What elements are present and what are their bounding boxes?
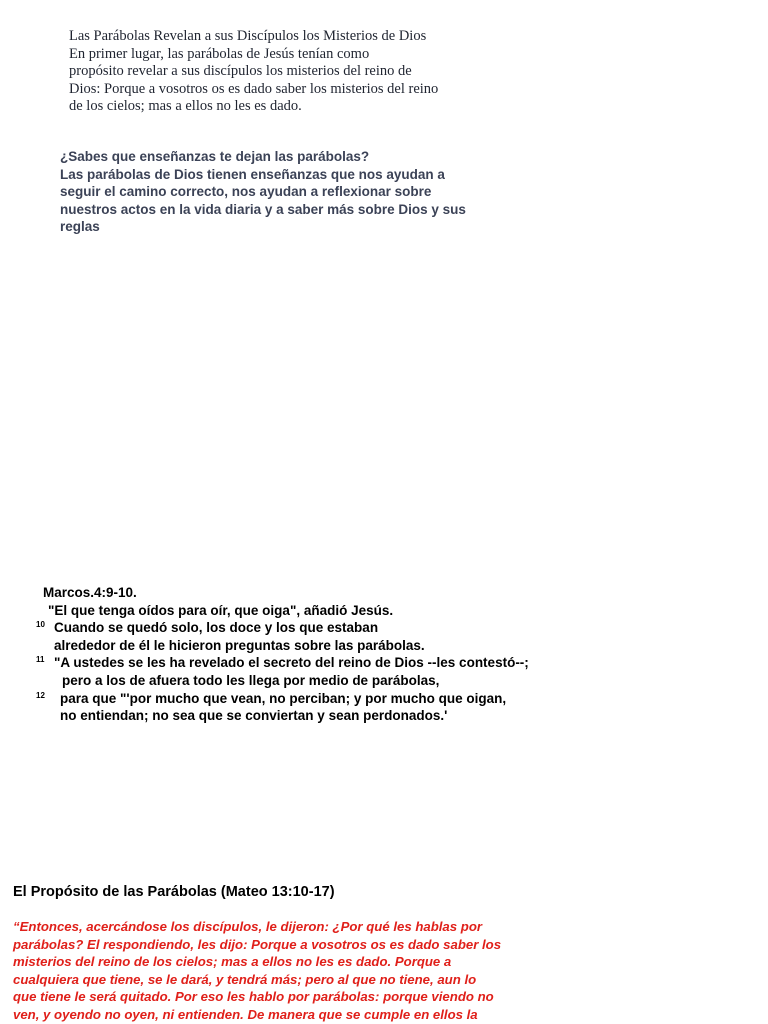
quote-line: parábolas? El respondiendo, les dijo: Porque a vosotros os es dado saber los xyxy=(13,936,502,952)
question-line: Las parábolas de Dios tienen enseñanzas que nos ayudan a xyxy=(60,166,445,182)
quote-line: cualquiera que tiene, se le dará, y tendrá más; pero al que no tiene, aun lo xyxy=(13,971,477,987)
quote-line: misterios del reino de los cielos; mas a ellos no les es dado. Porque a xyxy=(13,954,452,970)
question-line: seguir el camino correcto, nos ayudan a reflexionar sobre xyxy=(60,184,432,200)
quote-line: que tiene le será quitado. Por eso les hablo por parábolas: porque viendo no xyxy=(13,989,494,1005)
purpose-quote xyxy=(13,918,501,1024)
intro-line: de los cielos; mas a ellos no les es dado. xyxy=(69,98,302,115)
verse-number: 10 xyxy=(36,620,45,630)
verse-10 xyxy=(36,619,529,637)
verse-11 xyxy=(36,654,529,672)
question-title: ¿Sabes que enseñanzas te dejan las parábolas? xyxy=(60,149,370,164)
quote-line: ven, y oyendo no oyen, ni entienden. De manera que se cumple en ellos la xyxy=(13,1006,478,1022)
verse-10-line: alrededor de él le hicieron preguntas sobre las parábolas. xyxy=(54,637,425,653)
intro-title: Las Parábolas Revelan a sus Discípulos los Misterios de Dios xyxy=(69,28,427,44)
intro-line: propósito revelar a sus discípulos los misterios del reino de xyxy=(69,63,412,80)
verse-10-line: Cuando se quedó solo, los doce y los que estaban xyxy=(54,620,379,636)
verse-10-continuation xyxy=(36,637,529,655)
intro-line: En primer lugar, las parábolas de Jesús tenían como xyxy=(69,45,370,62)
verse-9-text: "El que tenga oídos para oír, que oiga", añadió Jesús. xyxy=(48,602,394,618)
verse-11-line: "A ustedes se les ha revelado el secreto del reino de Dios --les contestó--; xyxy=(54,655,529,671)
question-line: reglas xyxy=(60,219,100,235)
marcos-passage xyxy=(36,584,529,725)
intro-paragraph xyxy=(69,28,438,116)
verse-11-line: pero a los de afuera todo les llega por medio de parábolas, xyxy=(62,672,440,688)
question-line: nuestros actos en la vida diaria y a saber más sobre Dios y sus xyxy=(60,201,466,217)
quote-line: “Entonces, acercándose los discípulos, le dijeron: ¿Por qué les hablas por xyxy=(13,919,483,934)
passage-reference: Marcos.4:9-10. xyxy=(43,585,137,600)
verse-number: 11 xyxy=(36,655,45,665)
verse-12 xyxy=(36,690,529,708)
verse-number: 12 xyxy=(36,690,45,700)
verse-11-continuation xyxy=(36,672,529,690)
intro-line: Dios: Porque a vosotros os es dado saber los misterios del reino xyxy=(69,80,439,97)
verse-12-continuation xyxy=(36,707,529,725)
verse-12-line: no entiendan; no sea que se conviertan y sean perdonados.' xyxy=(60,708,448,724)
verse-9 xyxy=(36,602,529,620)
verse-12-line: para que "'por mucho que vean, no perciban; y por mucho que oigan, xyxy=(60,690,507,706)
question-paragraph xyxy=(60,148,466,236)
purpose-heading: El Propósito de las Parábolas (Mateo 13:10-17) xyxy=(13,884,335,900)
